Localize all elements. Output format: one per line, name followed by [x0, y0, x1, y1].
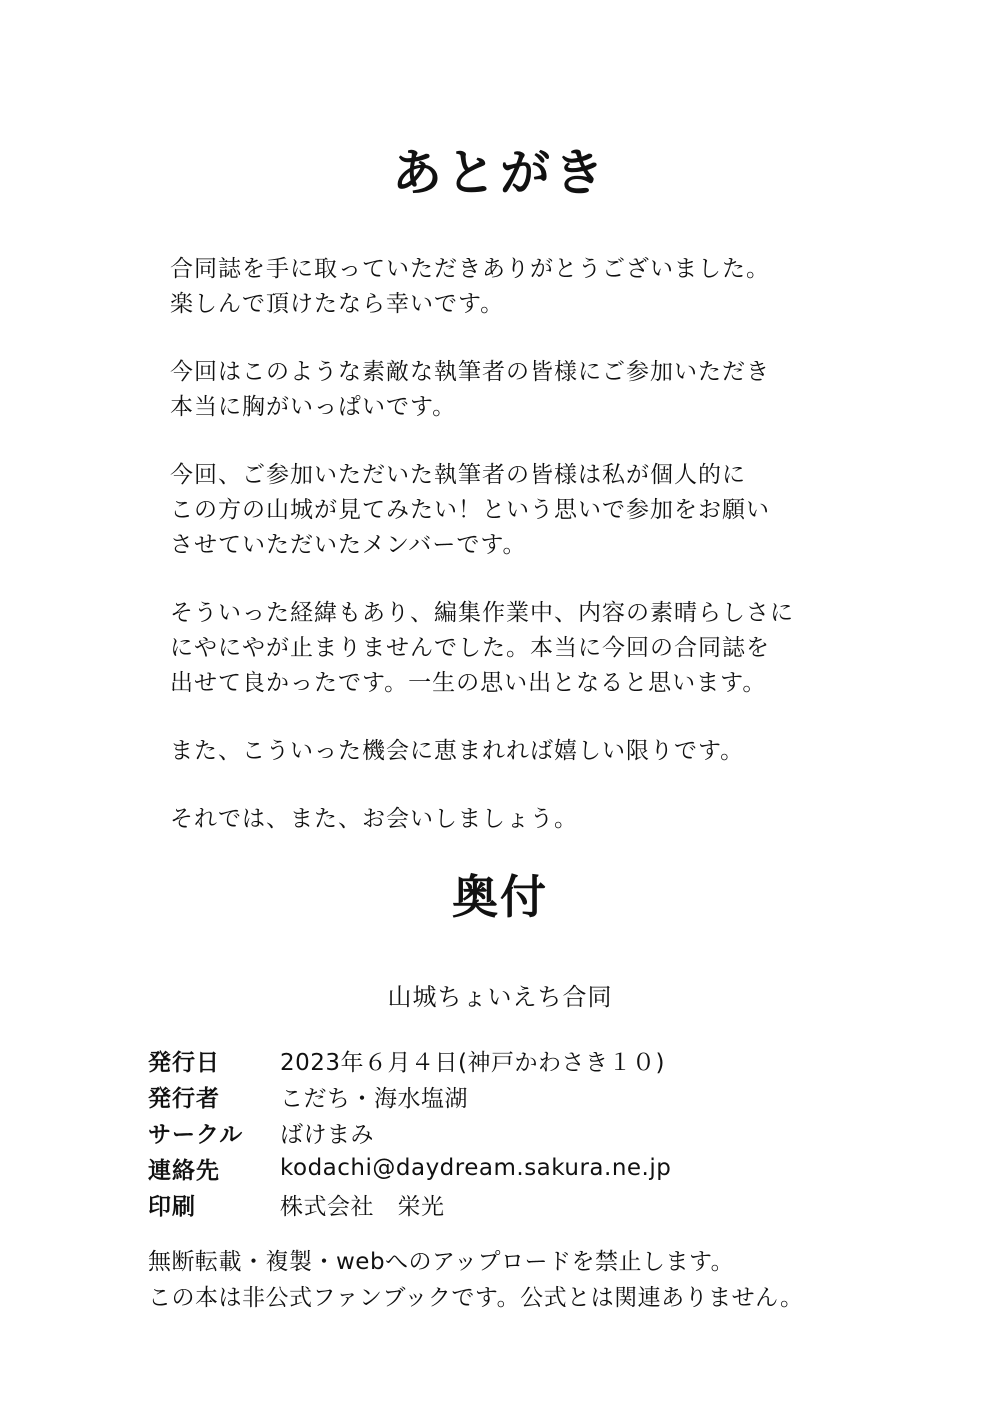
colophon-row-circle [148, 1114, 968, 1150]
afterword-line: この方の山城が見てみたい！という思いで参加をお願い [170, 497, 770, 523]
colophon-row-publisher [148, 1078, 968, 1114]
afterword-line: 今回、ご参加いただいた執筆者の皆様は私が個人的に [170, 462, 746, 488]
afterword-paragraph [170, 458, 970, 563]
colophon-label: 発行者 [148, 1085, 220, 1112]
colophon-label: 発行日 [148, 1049, 220, 1076]
afterword-paragraph [170, 734, 970, 769]
notice-no-reprint: 無断転載・複製・webへのアップロードを禁止します。 [148, 1249, 735, 1275]
afterword-paragraph [170, 355, 970, 425]
colophon-row-printer [148, 1186, 968, 1222]
colophon-value: こだち・海水塩湖 [280, 1085, 468, 1112]
afterword-paragraph [170, 252, 970, 322]
afterword-line: 楽しんで頂けたなら幸いです。 [170, 291, 505, 317]
colophon-table [148, 1042, 968, 1222]
afterword-line: また、こういった機会に恵まれれば嬉しい限りです。 [170, 738, 745, 764]
book-title: 山城ちょいえち合同 [387, 983, 613, 1011]
colophon-value: 2023年６月４日(神戸かわさき１０) [280, 1049, 665, 1076]
colophon-label: サークル [148, 1121, 244, 1148]
afterword-line: にやにやが止まりませんでした。本当に今回の合同誌を [170, 635, 770, 661]
afterword-line: それでは、また、お会いしましょう。 [170, 806, 578, 832]
colophon-value: 株式会社 栄光 [280, 1193, 445, 1220]
afterword-body [170, 252, 970, 870]
afterword-paragraph [170, 802, 970, 837]
afterword-line: 合同誌を手に取っていただきありがとうございました。 [170, 256, 770, 282]
colophon-label: 連絡先 [148, 1157, 220, 1184]
afterword-paragraph [170, 596, 970, 701]
afterword-line: 出せて良かったです。一生の思い出となると思います。 [170, 670, 767, 696]
notice-unofficial: この本は非公式ファンブックです。公式とは関連ありません。 [148, 1285, 804, 1311]
notices [148, 1244, 978, 1316]
colophon-label: 印刷 [148, 1193, 196, 1220]
afterword-title: あとがき [392, 144, 608, 202]
colophon-title: 奥付 [452, 870, 548, 924]
colophon-row-publish-date [148, 1042, 968, 1078]
afterword-line: させていただいたメンバーです。 [170, 532, 527, 558]
afterword-line: そういった経緯もあり、編集作業中、内容の素晴らしさに [170, 600, 794, 626]
colophon-row-contact [148, 1150, 968, 1186]
afterword-line: 今回はこのような素敵な執筆者の皆様にご参加いただき [170, 359, 770, 385]
colophon-value: ばけまみ [280, 1121, 374, 1148]
contact-email: kodachi@daydream.sakura.ne.jp [280, 1155, 672, 1181]
afterword-line: 本当に胸がいっぱいです。 [170, 394, 457, 420]
